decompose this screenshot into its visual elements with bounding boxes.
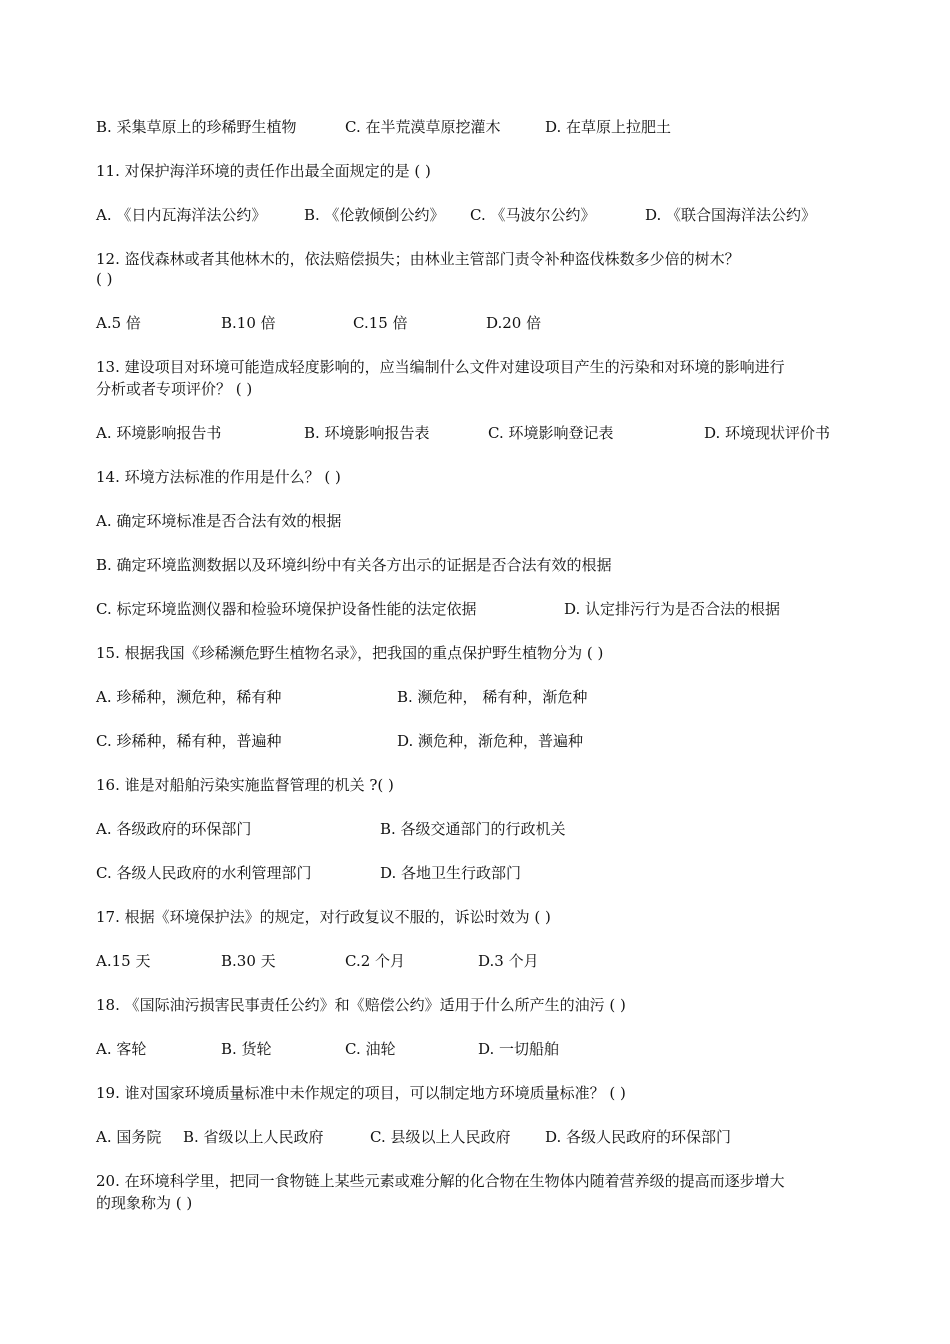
- q13-stem-line1: 13. 建设项目对环境可能造成轻度影响的，应当编制什么文件对建设项目产生的污染和对环境的影响进行: [96, 358, 785, 376]
- q12-stem-line1: 12. 盗伐森林或者其他林木的，依法赔偿损失；由林业主管部门责令补种盗伐株数多少倍的树木？: [96, 250, 740, 268]
- q12-option-a: A.5 倍: [96, 314, 141, 332]
- q15-option-a: A. 珍稀种，濒危种，稀有种: [96, 688, 282, 706]
- q13-option-b: B. 环境影响报告表: [304, 424, 430, 442]
- q16-option-c: C. 各级人民政府的水利管理部门: [96, 864, 312, 882]
- q18-option-a: A. 客轮: [96, 1040, 147, 1058]
- q14-option-d: D. 认定排污行为是否合法的根据: [564, 600, 781, 618]
- q18-option-d: D. 一切船舶: [478, 1040, 560, 1058]
- q15-option-c: C. 珍稀种，稀有种，普遍种: [96, 732, 282, 750]
- q14-option-b: B. 确定环境监测数据以及环境纠纷中有关各方出示的证据是否合法有效的根据: [96, 556, 612, 574]
- q13-option-c: C. 环境影响登记表: [488, 424, 614, 442]
- q19-option-c: C. 县级以上人民政府: [370, 1128, 511, 1146]
- q17-option-c: C.2 个月: [345, 952, 406, 970]
- q10-option-b: B. 采集草原上的珍稀野生植物: [96, 118, 297, 136]
- q17-option-a: A.15 天: [96, 952, 151, 970]
- q19-option-d: D. 各级人民政府的环保部门: [545, 1128, 732, 1146]
- q14-option-a: A. 确定环境标准是否合法有效的根据: [96, 512, 342, 530]
- q19-option-b: B. 省级以上人民政府: [183, 1128, 324, 1146]
- q11-option-a: A. 《日内瓦海洋法公约》: [96, 206, 267, 224]
- q12-option-c: C.15 倍: [353, 314, 408, 332]
- q20-stem-line1: 20. 在环境科学里，把同一食物链上某些元素或难分解的化合物在生物体内随着营养级的提高而逐步增大: [96, 1172, 785, 1190]
- q17-option-d: D.3 个月: [478, 952, 539, 970]
- q15-option-b: B. 濒危种， 稀有种，渐危种: [397, 688, 588, 706]
- q14-stem: 14. 环境方法标准的作用是什么？ ( ): [96, 468, 341, 486]
- q16-option-d: D. 各地卫生行政部门: [380, 864, 522, 882]
- q13-option-d: D. 环境现状评价书: [704, 424, 831, 442]
- q15-option-d: D. 濒危种，渐危种，普遍种: [397, 732, 584, 750]
- q18-option-b: B. 货轮: [221, 1040, 272, 1058]
- q18-option-c: C. 油轮: [345, 1040, 396, 1058]
- q11-option-b: B. 《伦敦倾倒公约》: [304, 206, 445, 224]
- q14-option-c: C. 标定环境监测仪器和检验环境保护设备性能的法定依据: [96, 600, 477, 618]
- q11-option-c: C. 《马波尔公约》: [470, 206, 596, 224]
- q10-option-d: D. 在草原上拉肥土: [545, 118, 672, 136]
- q12-stem-line2: ( ): [96, 270, 113, 288]
- q17-stem: 17. 根据《环境保护法》的规定，对行政复议不服的，诉讼时效为 ( ): [96, 908, 551, 926]
- q13-stem-line2: 分析或者专项评价？ ( ): [96, 380, 253, 398]
- q10-option-c: C. 在半荒漠草原挖灌木: [345, 118, 501, 136]
- q16-option-b: B. 各级交通部门的行政机关: [380, 820, 566, 838]
- q13-option-a: A. 环境影响报告书: [96, 424, 222, 442]
- q11-option-d: D. 《联合国海洋法公约》: [645, 206, 817, 224]
- q12-option-d: D.20 倍: [486, 314, 542, 332]
- q18-stem: 18. 《国际油污损害民事责任公约》和《赔偿公约》适用于什么所产生的油污 ( ): [96, 996, 626, 1014]
- q12-option-b: B.10 倍: [221, 314, 276, 332]
- q19-option-a: A. 国务院: [96, 1128, 162, 1146]
- q11-stem: 11. 对保护海洋环境的责任作出最全面规定的是 ( ): [96, 162, 431, 180]
- q19-stem: 19. 谁对国家环境质量标准中未作规定的项目，可以制定地方环境质量标准？ ( ): [96, 1084, 626, 1102]
- q20-stem-line2: 的现象称为 ( ): [96, 1194, 193, 1212]
- q17-option-b: B.30 天: [221, 952, 276, 970]
- q16-stem: 16. 谁是对船舶污染实施监督管理的机关 ?( ): [96, 776, 394, 794]
- q15-stem: 15. 根据我国《珍稀濒危野生植物名录》，把我国的重点保护野生植物分为 ( ): [96, 644, 604, 662]
- q16-option-a: A. 各级政府的环保部门: [96, 820, 252, 838]
